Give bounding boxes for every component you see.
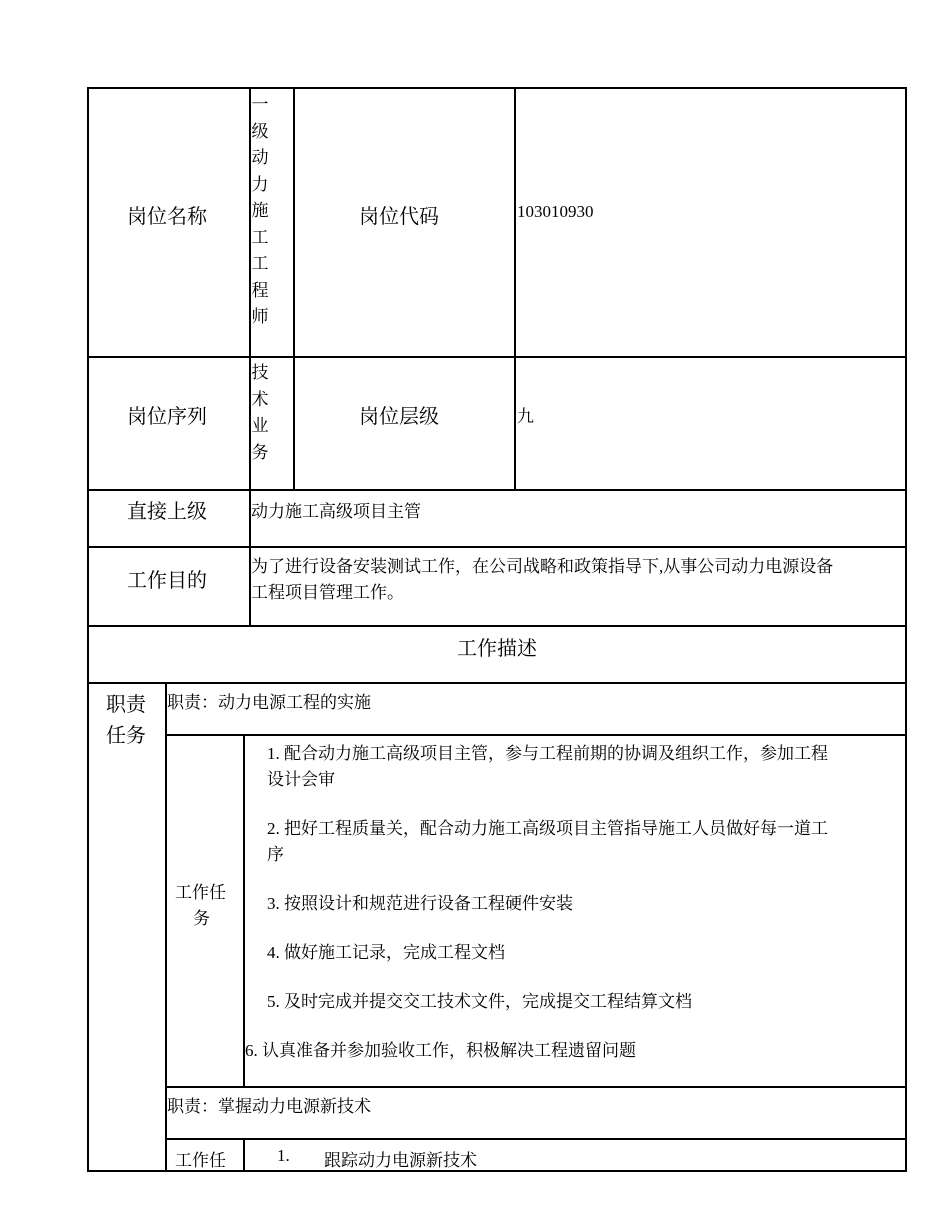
direct-superior-value: 动力施工高级项目主管 (251, 502, 421, 521)
position-sequence-value (251, 360, 275, 466)
column-divider (514, 87, 516, 491)
table-border-left (87, 87, 89, 1172)
row-divider (166, 734, 907, 736)
task-6: 6. 认真准备并参加验收工作，积极解决工程遗留问题 (245, 1041, 636, 1060)
position-level-label: 岗位层级 (359, 406, 439, 428)
position-sequence-text: 技术业务 (251, 363, 269, 462)
task-2-line-1: 2. 把好工程质量关，配合动力施工高级项目主管指导施工人员做好每一道工 (267, 819, 828, 838)
position-sequence-label: 岗位序列 (127, 406, 207, 428)
task-2 (267, 816, 828, 868)
position-name-text: 一级动力施工工程师 (251, 95, 269, 326)
duty-1-task-label-line-1: 工作任 (175, 883, 226, 902)
row-divider (87, 489, 907, 491)
duty-1-title: 职责：动力电源工程的实施 (167, 693, 371, 712)
direct-superior-label: 直接上级 (127, 501, 207, 523)
row-divider (87, 625, 907, 627)
job-purpose-line-2: 工程项目管理工作。 (251, 583, 404, 602)
task-4: 4. 做好施工记录，完成工程文档 (267, 943, 505, 962)
duty-label-line-2: 任务 (106, 725, 146, 747)
task-2-line-2: 序 (267, 845, 284, 864)
row-divider (87, 546, 907, 548)
row-divider (87, 356, 907, 358)
position-code-label: 岗位代码 (359, 206, 439, 228)
section-title: 工作描述 (457, 638, 537, 660)
row-divider (87, 682, 907, 684)
task-3: 3. 按照设计和规范进行设备工程硬件安装 (267, 894, 573, 913)
duty-label-line-1: 职责 (106, 694, 146, 716)
job-purpose-label: 工作目的 (127, 570, 207, 592)
table-border-right (905, 87, 907, 1172)
column-divider (243, 734, 245, 1088)
table-border-top (87, 87, 907, 89)
duty-2-title: 职责：掌握动力电源新技术 (167, 1097, 371, 1116)
job-purpose-line-1: 为了进行设备安装测试工作，在公司战略和政策指导下,从事公司动力电源设备 (251, 557, 834, 576)
task-1-line-1: 1. 配合动力施工高级项目主管，参与工程前期的协调及组织工作，参加工程 (267, 744, 828, 763)
position-code-value: 103010930 (517, 202, 594, 221)
duty-1-task-label-line-2: 务 (193, 909, 210, 928)
duty-2-task-1-text: 跟踪动力电源新技术 (324, 1151, 477, 1170)
position-name-value (251, 92, 275, 331)
task-1-line-2: 设计会审 (267, 770, 335, 789)
row-divider (166, 1086, 907, 1088)
row-divider (166, 1138, 907, 1140)
column-divider (243, 1138, 245, 1172)
position-level-value: 九 (517, 407, 534, 426)
duty-2-task-label: 工作任 (175, 1151, 226, 1170)
duty-2-task-1-number: 1. (277, 1146, 290, 1165)
column-divider (293, 87, 295, 491)
task-1 (267, 741, 828, 793)
task-5: 5. 及时完成并提交交工技术文件，完成提交工程结算文档 (267, 992, 692, 1011)
position-name-label: 岗位名称 (127, 206, 207, 228)
